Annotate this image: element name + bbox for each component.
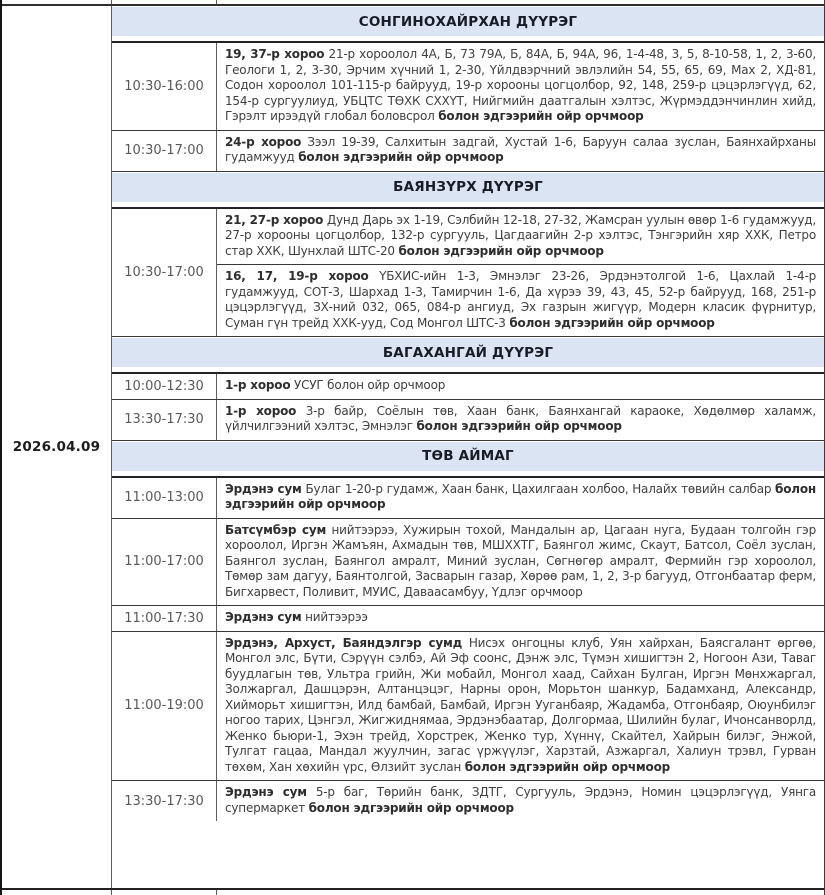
time-cell [112,781,217,821]
time-label: 13:30-17:30 [124,793,204,809]
time-cell [112,606,217,631]
description-cell [217,781,824,821]
block-lead: Эрдэнэ сум [225,481,302,496]
description-block [217,43,824,130]
section-header [112,6,824,43]
schedule-row [112,632,824,782]
section-title: ТӨВ АЙМАГ [422,448,514,464]
block-text: Дунд Дарь эх 1-19, Сэлбийн 12-18, 27-32, Жамсран уулын өвөр 1-6 гудамжууд, 27-р хорооны цогцолбор, 132-р сургууль, Цагдаагийн 2-р хэлтэс, Тэнгэрийн хяр ХХК, Петро стар ХХК, Шунхлай ШТС-20 [225,212,816,258]
schedule-row [112,374,824,400]
time-cell [112,43,217,130]
block-tail: болон эдгээрийн ойр орчмоор [509,315,715,330]
description-block [217,131,824,171]
table-body [2,6,824,888]
description-cell [217,209,824,337]
date-label: 2026.04.09 [12,439,101,455]
time-label: 11:00-17:30 [124,610,204,626]
sliver-desc-cell [217,890,824,895]
time-label: 11:00-13:00 [124,490,204,505]
sliver-time-cell [112,0,217,4]
block-text: Булаг 1-20-р гудамж, Хаан банк, Цахилгаан холбоо, Налайх төвийн салбар [305,481,772,496]
schedule-row [112,209,824,338]
schedule-row [112,43,824,131]
sliver-desc-cell [217,0,824,4]
block-tail: болон эдгээрийн ойр орчмоор [438,109,644,123]
block-lead: Батсүмбэр сум [225,522,327,537]
description-cell [217,374,824,399]
time-cell [112,209,217,337]
description-block [217,632,824,781]
block-tail: болон эдгээрийн ойр орчмоор [464,759,670,774]
description-cell [217,478,824,518]
time-label: 10:30-17:00 [124,143,204,158]
sliver-date-cell [2,890,112,895]
block-lead: 19, 37-р хороо [225,47,325,61]
section-header-bar [112,173,824,202]
description-cell [217,131,824,171]
description-cell [217,606,824,631]
block-text: УСУГ болон ойр орчмоор [294,378,446,392]
time-cell [112,131,217,171]
block-lead: 1-р хороо [225,403,297,418]
block-lead: Эрдэнэ сум [225,610,302,624]
block-tail: болон эдгээрийн ойр орчмоор [225,481,816,511]
schedule-row [112,606,824,632]
section-header [112,337,824,374]
block-lead: Эрдэнэ, Архуст, Баяндэлгэр сумд [225,635,463,650]
rows-column [112,6,824,888]
description-block [217,400,824,440]
section-header-bar [112,7,824,36]
section-header-bar [112,338,824,367]
block-text: Зээл 19-39, Салхитын задгай, Хустай 1-6, Баруун салаа зуслан, Баянхайрханы гудамжууд [225,134,816,164]
schedule-row [112,478,824,519]
block-lead: 16, 17, 19-р хороо [225,269,369,283]
section-title: БАГАХАНГАЙ ДҮҮРЭГ [382,344,554,361]
time-cell [112,632,217,781]
description-cell [217,519,824,606]
description-block [217,606,824,631]
schedule-row [112,400,824,441]
section-header [112,172,824,209]
description-cell [217,632,824,781]
description-block [217,478,824,518]
section-title: СОНГИНОХАЙРХАН ДҮҮРЭГ [358,13,578,30]
block-tail: болон эдгээрийн ойр орчмоор [308,800,514,815]
time-label: 10:30-17:00 [124,264,204,280]
block-tail: болон эдгээрийн ойр орчмоор [416,419,622,433]
next-row-sliver [2,888,824,895]
schedule-row [112,781,824,821]
schedule-row [112,519,824,607]
section-title: БАЯНЗҮРХ ДҮҮРЭГ [393,179,543,195]
block-text: ҮБХИС-ийн 1-3, Эмнэлэг 23-26, Эрдэнэтолгой 1-6, Цахлай 1-4-р гудамжууд, СОТ-3, Шархад 1-3, Тамирчин 1-6, Да хүрээ 39, 43, 45, 52-р байрууд, 168, 251-р цэцэрлэгүүд, ЗХ-ний 032, 065, 084-р ангиуд, Эх газрын жигүүр, Модерн класик фүрнитур, Суман гүн трейд ХХК-ууд, Сод Монгол ШТС-3 [225,269,816,330]
description-block [217,781,824,821]
block-lead: Эрдэнэ сум [225,785,307,799]
block-tail: болон эдгээрийн ойр орчмоор [298,150,504,164]
time-label: 11:00-19:00 [124,698,204,714]
block-tail: болон эдгээрийн ойр орчмоор [398,243,604,258]
block-lead: 21, 27-р хороо [225,212,324,227]
description-block [217,519,824,606]
block-text: Нисэх онгоцны клуб, Уян хайрхан, Баясгалант өргөө, Монгол элс, Бүти, Сэрүүн сэлбэ, Ай Эф соонс, Дэнж элс, Түмэн хишигтэн 2, Ногоон Ази, Таваг буудлагын төв, Ультра грийн, Жи мобайл, Монгол хаад, Сайхан Булган, Иргэн Мөнхжаргал, Золжаргал, Дашцэрэн, Алтанцэцэг, Нарны орон, Морьтон шанкур, Бадамханд, Александр, Хийморьт хишигтэн, Илд бамбай, Бамбай, Иргэн Ууганбаяр, Жадамба, Отгонбаяр, Оюунбилэг ногоо тарих, Цэнгэл, Жигжиднямаа, Эрдэнэбаатар, Долгормаа, Шилийн булаг, Ичонсанворлд, Женко бьюри-1, Эхэн трейд, Хорстрек, Женко тур, Хүннү, Скайтел, Хайрын билэг, Энжой, Тулгат гацаа, Мандал жуулчин, загас үржүүлэг, Харзтай, Азжаргал, Халиун трэвл, Гурван төхөм, Хан хөхийн үрс, Өлзийт зуслан [225,635,816,774]
block-text: 5-р баг, Төрийн банк, ЗДТГ, Сургууль, Эрдэнэ, Номин цэцэрлэгүүд, Уянга супермаркет [225,785,816,815]
time-cell [112,400,217,440]
description-block [217,264,824,336]
description-block [217,209,824,265]
schedule-row [112,131,824,172]
block-text: 21-р хороолол 4А, Б, 73 79А, Б, 84А, Б, 94А, 96, 1-4-48, 3, 5, 8-10-58, 1, 2, 3-60, Геологи 1, 2, 3-30, Эрчим хүчний 1, 2-30, Үйлдвэрчний эвлэлийн 54, 55, 65, 69, Мах 2, ХД-81, Содон хороолол 101-115-р байрууд, 19-р хорооны цогцолбор, 92, 148, 259-р цэцэрлэгүүд, 62, 154-р сургуулиуд, УБЦТС ТӨХК СХХҮТ, Нийгмийн даатгалын хэлтэс, Жүрмэддэнчинлин хийд, Гэрэлт ирээдүй глобал боловсрол [225,47,816,123]
sliver-date-cell [2,0,112,4]
description-cell [217,400,824,440]
block-text: нийтээрээ [305,610,368,624]
description-cell [217,43,824,130]
section-header [112,441,824,478]
description-block [217,374,824,399]
block-text: нийтээрээ, Хужирын тохой, Мандалын ар, Цагаан нуга, Будаан толгойн гэр хороолол, Иргэн Жамъян, Ахмадын төв, МШХХТГ, Баянгол жимс, Скаут, Батсол, Соёл зуслан, Баянгол зуслан, Баянгол амралт, Миний зуслан, Сөгнөгөр амралт, Фермийн гэр хороолол, Төмөр зам дагуу, Баянтолгой, Засварын газар, Хөрөө рам, 1, 2, 3-р багууд, Отгонбаатар ферм, Бигхарвест, Поливит, МУИС, Даваасамбуу, Үдлэг орчмоор [225,522,816,599]
block-lead: 1-р хороо [225,378,291,392]
time-label: 10:30-16:00 [124,78,204,94]
time-label: 11:00-17:00 [124,554,204,570]
sliver-time-cell [112,890,217,895]
block-text: 3-р байр, Соёлын төв, Хаан банк, Баянхангай караоке, Хөдөлмөр халамж, үйлчилгээний хэлтэс, Эмнэлэг [225,403,816,433]
time-cell [112,478,217,518]
block-lead: 24-р хороо [225,134,302,149]
time-label: 13:30-17:30 [124,412,204,427]
section-header-bar [112,442,824,471]
time-cell [112,374,217,399]
time-cell [112,519,217,606]
date-cell [2,6,112,888]
time-label: 10:00-12:30 [124,378,204,394]
